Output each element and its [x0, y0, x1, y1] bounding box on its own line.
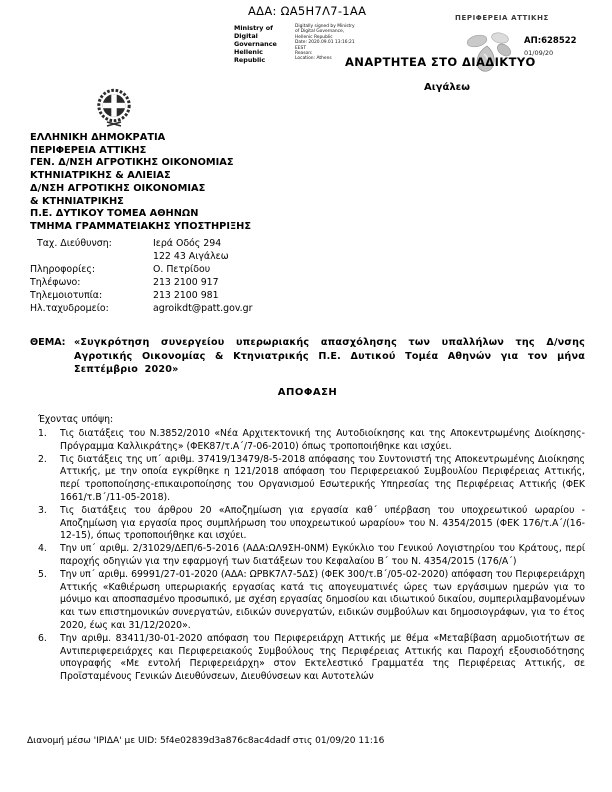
- contact-label: Πληροφορίες:: [30, 264, 95, 275]
- stamp-region-label: ΠΕΡΙΦΕΡΕΙΑ ΑΤΤΙΚΗΣ: [455, 14, 549, 22]
- contact-info-block: [30, 237, 252, 315]
- list-item-number: 6.: [38, 632, 47, 644]
- signature-detail-line: Digitally signed by Ministry: [295, 24, 355, 29]
- list-item-text: Την υπ΄ αριθμ. 69991/27-01-2020 (ΑΔΑ: ΩΡΒΚ7Λ7-5ΔΣ) (ΦΕΚ 300/τ.Β΄/05-02-2020) απόφαση του Περιφερειάρχη Αττικής «Καθιέρωση υπερωριακής εργασίας κατά τις απογευματινές ώρες των εργάσιμων ημερών για το μόνιμο και αποσπασμένο προσωπικό, με σχέση εργασίας δημοσίου και ιδιωτικού δικαίου, συμπεριλαμβανομένων και των επιστημονικών συνεργατών, ειδικών συνεργατών, ειδικών συμβούλων και δημοσιογράφων, για το έτος 2020, έως και 31/12/2020».: [60, 568, 585, 632]
- subject-text: «Συγκρότηση συνεργείου υπερωριακής απασχόλησης των υπαλλήλων της Δ/νσης Αγροτικής Οικονομίας & Κτηνιατρικής Π.Ε. Δυτικού Τομέα Αθηνών για τον μήνα Σεπτέμβριο 2020»: [74, 337, 585, 375]
- issuing-authority-block: [30, 132, 251, 234]
- org-line: Π.Ε. ΔΥΤΙΚΟΥ ΤΟΜΕΑ ΑΘΗΝΩΝ: [30, 208, 199, 220]
- attica-region-leaves-icon: [460, 30, 522, 76]
- contact-label: Τηλεμοιοτυπία:: [30, 290, 103, 301]
- org-line: Δ/ΝΣΗ ΑΓΡΟΤΙΚΗΣ ΟΙΚΟΝΟΜΙΑΣ: [30, 182, 206, 194]
- list-item: [30, 428, 585, 454]
- org-line: ΚΤΗΝΙΑΤΡΙΚΗΣ & ΑΛΙΕΙΑΣ: [30, 170, 171, 182]
- list-item: [30, 633, 585, 684]
- signature-detail-line: Location: Athens: [295, 56, 332, 62]
- signature-name-line: Ministry of Digital: [234, 24, 273, 40]
- signature-name-line: Hellenic Republic: [234, 48, 266, 64]
- list-item: [30, 505, 585, 543]
- org-line: & ΚΤΗΝΙΑΤΡΙΚΗΣ: [30, 195, 124, 207]
- contact-email: agroikdt@patt.gov.gr: [153, 303, 253, 314]
- list-item-number: 4.: [38, 543, 47, 555]
- contact-label: Τηλέφωνο:: [30, 277, 81, 288]
- list-item-number: 1.: [38, 428, 47, 440]
- distribution-footer: Διανομή μέσω 'ΙΡΙΔΑ' με UID: 5f4e02839d3a876c8ac4dadf στις 01/09/20 11:16: [27, 736, 385, 746]
- document-body: [30, 336, 585, 684]
- contact-label: [30, 250, 153, 263]
- contact-value: 122 43 Αιγάλεω: [153, 251, 229, 262]
- subject-label: ΘΕΜΑ:: [30, 337, 66, 348]
- list-item-number: 2.: [38, 453, 47, 465]
- list-item: [30, 454, 585, 505]
- list-item-text: Την υπ΄ αριθμ. 2/31029/ΔΕΠ/6-5-2016 (ΑΔΑ:ΩΛ9ΣΗ-0ΝΜ) Εγκύκλιο του Γενικού Λογιστηρίου του Κράτους, περί παροχής οδηγιών για την εφαρμογή των διατάξεων του Κεφαλαίου Β΄ του Ν. 4354/2015 (176/Α΄): [60, 543, 585, 568]
- list-item-text: Τις διατάξεις του άρθρου 20 «Αποζημίωση για εργασία καθ΄ υπέρβαση του υποχρεωτικού ωραρίου - Αποζημίωση για εργασία προς συμπλήρωση του υποχρεωτικού ωραρίου» του Ν. 4354/2015 (ΦΕΚ 176/τ.Α΄/(16-12-15), όπως τροποποιήθηκε και ισχύει.: [60, 504, 585, 542]
- decision-heading: ΑΠΟΦΑΣΗ: [277, 386, 338, 398]
- org-line: ΕΛΛΗΝΙΚΗ ΔΗΜΟΚΡΑΤΙΑ: [30, 132, 166, 143]
- stamp-date: 01/09/20: [524, 49, 554, 57]
- internet-posting-notice: ΑΝΑΡΤΗΤΕΑ ΣΤΟ ΔΙΑΔΙΚΤΥΟ: [345, 55, 536, 69]
- signature-detail-line: EEST: [295, 45, 307, 51]
- ada-number: ΑΔΑ: ΩΑ5Η7Λ7-1ΑΑ: [248, 4, 367, 18]
- greek-coat-of-arms-icon: [92, 86, 136, 128]
- issue-city: Αιγάλεω: [424, 82, 470, 93]
- list-item-text: Τις διατάξεις του Ν.3852/2010 «Νέα Αρχιτεκτονική της Αυτοδιοίκησης και της Αποκεντρωμένης Διοίκησης-Πρόγραμμα Καλλικράτης» (ΦΕΚ87/τ.Α΄/7-06-2010) όπως τροποποιήθηκε και ισχύει.: [60, 428, 585, 452]
- org-line: ΓΕΝ. Δ/ΝΣΗ ΑΓΡΟΤΙΚΗΣ ΟΙΚΟΝΟΜΙΑΣ: [30, 157, 234, 169]
- preamble-text: Έχοντας υπόψη:: [38, 414, 114, 426]
- contact-value: Ιερά Οδός 294: [153, 238, 222, 249]
- list-item-number: 3.: [38, 504, 47, 516]
- org-line: ΠΕΡΙΦΕΡΕΙΑ ΑΤΤΙΚΗΣ: [30, 144, 147, 156]
- signature-detail-line: Date: 2020.09.01 13:16:21: [295, 40, 355, 46]
- list-item-number: 5.: [38, 568, 47, 580]
- legal-basis-list: [30, 428, 585, 684]
- signature-detail-line: Hellenic Republic: [295, 34, 333, 40]
- contact-value: 213 2100 981: [153, 290, 219, 301]
- contact-value: 213 2100 917: [153, 277, 219, 288]
- subject-block: [30, 336, 585, 377]
- stamp-protocol-number: ΑΠ:628522: [524, 36, 577, 46]
- list-item: [30, 569, 585, 633]
- list-item-text: Τις διατάξεις της υπ΄ αριθμ. 37419/13479/8-5-2018 απόφασης του Συντονιστή της Αποκεντρωμένης Διοίκησης Αττικής, με την οποία εγκρίθηκε η 121/2018 απόφαση του Περιφερειακού Συμβουλίου Περιφέρειας Αττικής, περί τροποποίησης-επικαιροποίησης του Οργανισμού Εσωτερικής Υπηρεσίας της Περιφέρειας Αττικής (ΦΕΚ 1661/τ.Β΄/11-05-2018).: [60, 453, 585, 504]
- list-item-text: Την αριθμ. 83411/30-01-2020 απόφαση του Περιφερειάρχη Αττικής με θέμα «Μεταβίβαση αρμοδιοτήτων σε Αντιπεριφερειάρχες και Περιφερειακούς Συμβούλους της Περιφέρειας Αττικής και Παροχή εξουσιοδότησης υπογραφής «Με εντολή Περιφερειάρχη» στον Εκτελεστικό Γραμματέα της Περιφέρειας Αττικής, σε Προϊσταμένους Γενικών Διευθύνσεων, Διευθύνσεων και Αυτοτελών: [60, 632, 585, 683]
- signature-detail-line: Reason:: [295, 51, 313, 57]
- list-item: [30, 543, 585, 569]
- signature-detail-line: of Digital Governance,: [295, 29, 345, 35]
- contact-label: Ηλ.ταχυδρομείο:: [30, 303, 109, 314]
- signature-name-line: Governance: [234, 40, 277, 48]
- org-line: ΤΜΗΜΑ ΓΡΑΜΜΑΤΕΙΑΚΗΣ ΥΠΟΣΤΗΡΙΞΗΣ: [30, 220, 252, 232]
- contact-label: Ταχ. Διεύθυνση:: [37, 238, 112, 249]
- contact-value: Ο. Πετρίδου: [153, 264, 211, 275]
- signature-signer-name: [234, 24, 290, 64]
